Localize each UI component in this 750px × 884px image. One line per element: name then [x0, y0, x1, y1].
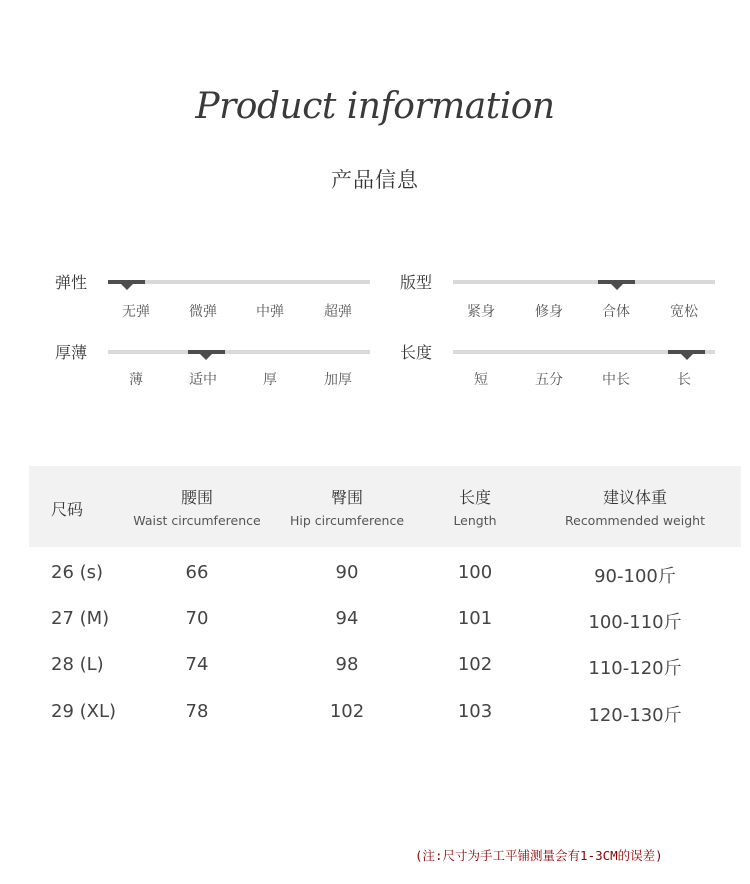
- header-en-label: Length: [453, 513, 497, 528]
- table-cell: 100-110斤: [588, 612, 682, 633]
- table-cell: 66: [185, 562, 209, 583]
- attribute-option: 合体: [602, 304, 630, 320]
- attribute-track: [108, 350, 370, 354]
- table-cell: 102: [329, 701, 365, 722]
- header-length: [385, 485, 565, 528]
- header-en-label: Waist circumference: [133, 513, 261, 528]
- attribute-label: 厚薄: [55, 343, 88, 362]
- table-row: [29, 701, 741, 741]
- attribute-option: 中弹: [256, 304, 284, 320]
- attribute-option: 宽松: [670, 304, 698, 320]
- attribute-selected-marker: [598, 280, 635, 284]
- table-cell: 90: [335, 562, 359, 583]
- attribute-label: 长度: [400, 343, 433, 362]
- attribute-option: 中长: [602, 372, 630, 388]
- attribute-option: 五分: [535, 372, 563, 388]
- attribute-option: 长: [677, 372, 691, 388]
- table-cell: 98: [335, 654, 359, 675]
- attribute-selected-marker: [188, 350, 225, 354]
- table-cell: 100: [457, 562, 493, 583]
- attribute-option: 修身: [535, 304, 563, 320]
- table-cell: 90-100斤: [594, 566, 676, 587]
- attribute-option: 加厚: [324, 372, 352, 388]
- table-cell: 103: [457, 701, 493, 722]
- attribute-option: 微弹: [189, 304, 217, 320]
- attribute-option: 紧身: [467, 304, 495, 320]
- table-cell: 27 (M): [51, 608, 110, 629]
- table-cell: 78: [185, 701, 209, 722]
- header-cn-label: 尺码: [51, 500, 84, 519]
- attribute-option: 适中: [189, 372, 217, 388]
- table-row: [29, 654, 741, 694]
- table-cell: 70: [185, 608, 209, 629]
- table-cell: 28 (L): [51, 654, 104, 675]
- table-cell: 101: [457, 608, 493, 629]
- table-cell: 94: [335, 608, 359, 629]
- attribute-track: [453, 280, 715, 284]
- attribute-label: 版型: [400, 273, 433, 292]
- header-weight: [545, 485, 725, 528]
- page-title-en: Product information: [195, 86, 555, 127]
- header-cn-label: 建议体重: [602, 488, 667, 507]
- table-cell: 120-130斤: [588, 705, 682, 726]
- table-row: [29, 608, 741, 648]
- attribute-option: 超弹: [324, 304, 352, 320]
- table-cell: 74: [185, 654, 209, 675]
- attribute-label: 弹性: [55, 273, 88, 292]
- header-en-label: Recommended weight: [565, 513, 705, 528]
- page-title-cn: 产品信息: [331, 168, 419, 192]
- table-cell: 29 (XL): [51, 701, 117, 722]
- table-cell: 26 (s): [51, 562, 104, 583]
- header-en-label: Hip circumference: [289, 513, 405, 528]
- attribute-track: [453, 350, 715, 354]
- attribute-selected-marker: [668, 350, 705, 354]
- attribute-selected-marker: [108, 280, 145, 284]
- attribute-option: 无弹: [122, 304, 150, 320]
- header-size: [51, 497, 83, 520]
- header-cn-label: 臀围: [330, 488, 363, 507]
- attribute-option: 短: [474, 372, 488, 388]
- header-cn-label: 长度: [458, 488, 491, 507]
- size-table-header: [29, 466, 741, 547]
- attribute-track: [108, 280, 370, 284]
- table-cell: 110-120斤: [588, 658, 682, 679]
- table-cell: 102: [457, 654, 493, 675]
- measurement-note: (注:尺寸为手工平铺测量会有1-3CM的误差): [415, 848, 663, 863]
- attribute-option: 薄: [129, 372, 143, 388]
- attribute-option: 厚: [263, 372, 277, 388]
- table-row: [29, 562, 741, 602]
- header-cn-label: 腰围: [180, 488, 213, 507]
